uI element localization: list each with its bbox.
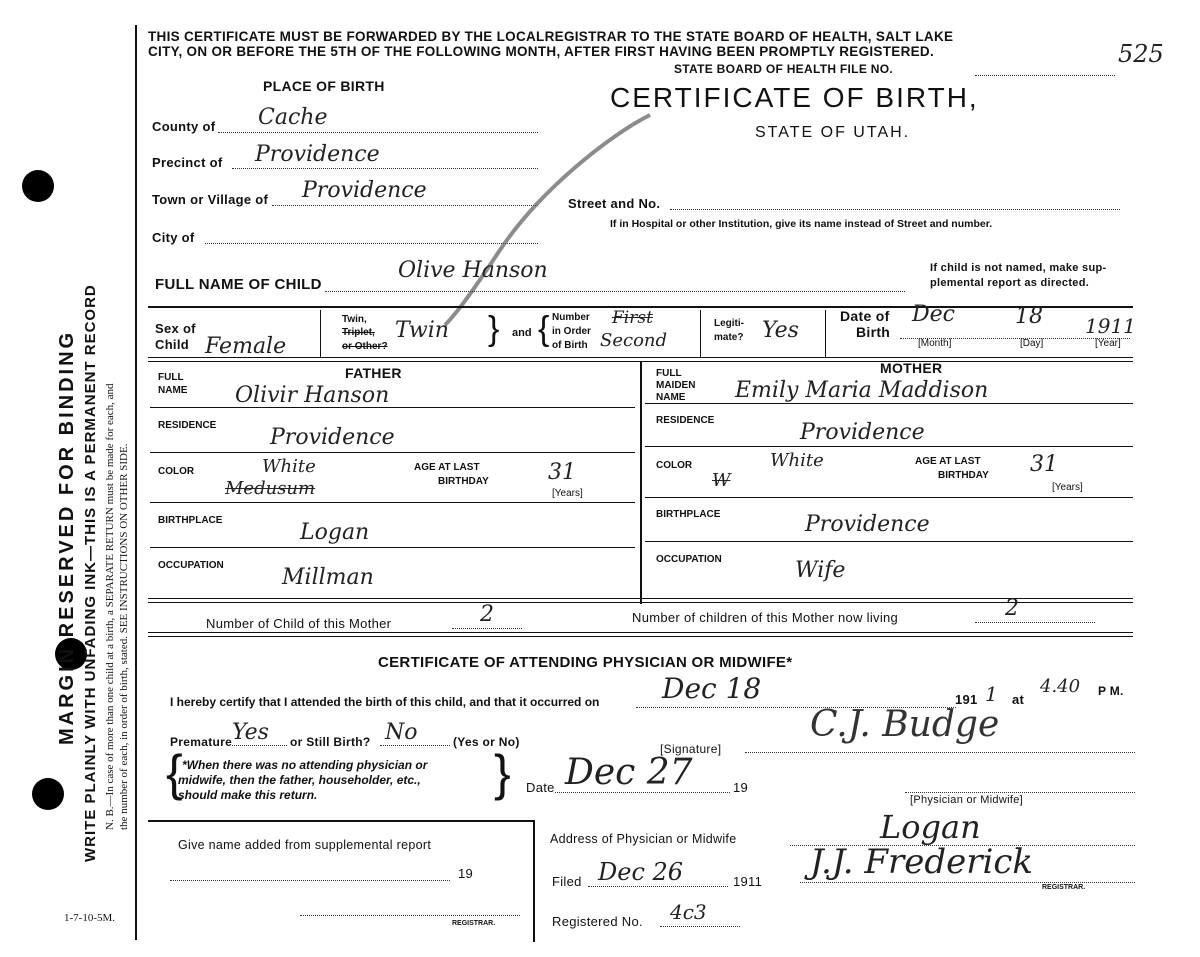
registrar-sig-line bbox=[800, 882, 1135, 883]
mother-birthplace-label: BIRTHPLACE bbox=[656, 509, 721, 520]
father-birthplace[interactable]: Logan bbox=[300, 520, 370, 545]
child-name-label: FULL NAME OF CHILD bbox=[155, 276, 322, 293]
street-label: Street and No. bbox=[568, 196, 661, 211]
occurred-date[interactable]: Dec 18 bbox=[662, 672, 762, 705]
twin-value[interactable]: Twin bbox=[395, 318, 449, 343]
supplemental-year: 19 bbox=[458, 866, 474, 881]
signature-line bbox=[745, 752, 1135, 753]
brace: { bbox=[538, 310, 550, 348]
certificate-subtitle: STATE OF UTAH. bbox=[755, 124, 911, 141]
child-name-value[interactable]: Olive Hanson bbox=[398, 258, 548, 283]
brace: } bbox=[488, 310, 500, 348]
mother-age-label-1: AGE AT LAST bbox=[915, 456, 981, 467]
filed-line bbox=[588, 886, 728, 887]
year-label: [Year] bbox=[1095, 338, 1121, 349]
mother-age[interactable]: 31 bbox=[1030, 452, 1058, 477]
order-value[interactable]: Second bbox=[600, 330, 668, 351]
rule bbox=[645, 541, 1133, 542]
dob-label-2: Birth bbox=[856, 324, 891, 340]
mother-color-label: COLOR bbox=[656, 460, 693, 471]
signed-year: 19 bbox=[733, 780, 749, 795]
filed-label: Filed bbox=[552, 874, 582, 889]
sex-label-1: Sex of bbox=[155, 321, 196, 336]
order-label-1: Number bbox=[552, 312, 590, 323]
divider bbox=[320, 310, 321, 358]
signature-label: [Signature] bbox=[660, 742, 722, 756]
legit-label-2: mate? bbox=[714, 332, 744, 343]
dob-day[interactable]: 18 bbox=[1015, 304, 1043, 329]
registrar-line bbox=[300, 915, 520, 916]
physician-address[interactable]: Logan bbox=[880, 808, 981, 846]
father-color-struck: Medusum bbox=[225, 478, 316, 499]
child-number-value[interactable]: 2 bbox=[480, 602, 494, 627]
still-birth-line bbox=[380, 745, 450, 746]
notice-line2: CITY, ON OR BEFORE THE 5TH OF THE FOLLOWING MONTH, AFTER FIRST HAVING BEEN PROMPTLY REGISTERED. bbox=[148, 44, 935, 59]
twin-label-3: or Other? bbox=[342, 341, 388, 352]
note-line-1: *When there was no attending physician or bbox=[182, 758, 428, 772]
father-color[interactable]: White bbox=[262, 456, 316, 477]
precinct-value[interactable]: Providence bbox=[255, 142, 380, 167]
premature-line bbox=[232, 745, 287, 746]
registrar-label: REGISTRAR. bbox=[1042, 884, 1086, 891]
sex-label-2: Child bbox=[155, 337, 189, 352]
yes-no-label: (Yes or No) bbox=[453, 735, 520, 749]
binding-margin-label: MARGIN RESERVED FOR BINDING bbox=[56, 329, 78, 745]
divider bbox=[825, 310, 826, 358]
premature-label: Premature bbox=[170, 735, 233, 749]
role-line bbox=[905, 792, 1135, 793]
town-label: Town or Village of bbox=[152, 192, 269, 207]
mother-occupation-label: OCCUPATION bbox=[656, 554, 722, 565]
town-value[interactable]: Providence bbox=[302, 178, 427, 203]
still-birth-label: or Still Birth? bbox=[290, 735, 371, 749]
supplemental-registrar: REGISTRAR. bbox=[452, 920, 496, 927]
mother-name-label-2: MAIDEN bbox=[656, 380, 696, 391]
father-occupation[interactable]: Millman bbox=[282, 565, 374, 590]
father-birthplace-label: BIRTHPLACE bbox=[158, 515, 223, 526]
twin-label-2: Triplet, bbox=[342, 327, 375, 338]
permanent-record-notice: WRITE PLAINLY WITH UNFADING INK—THIS IS A PERMANENT RECORD bbox=[82, 284, 99, 862]
mother-color-struck: W bbox=[712, 470, 731, 491]
supplemental-label: Give name added from supplemental report bbox=[178, 838, 432, 852]
brace: { bbox=[166, 745, 183, 801]
and-label: and bbox=[512, 327, 532, 339]
order-label-3: of Birth bbox=[552, 340, 588, 351]
rule bbox=[645, 497, 1133, 498]
supplemental-line bbox=[170, 880, 450, 881]
signed-date[interactable]: Dec 27 bbox=[565, 752, 693, 793]
filed-year: 1911 bbox=[733, 874, 763, 889]
twin-label-1: Twin, bbox=[342, 314, 367, 325]
not-named-note-2: plemental report as directed. bbox=[930, 277, 1090, 289]
physician-heading: CERTIFICATE OF ATTENDING PHYSICIAN OR MIDWIFE* bbox=[378, 654, 793, 671]
legit-label-1: Legiti- bbox=[714, 318, 744, 329]
nb-note-line1: N. B.—In case of more than one child at a birth, a SEPARATE RETURN must be made for each, and bbox=[104, 383, 116, 830]
legit-value[interactable]: Yes bbox=[762, 318, 799, 343]
mother-color[interactable]: White bbox=[770, 450, 824, 471]
dob-month[interactable]: Dec bbox=[912, 302, 955, 327]
street-line bbox=[670, 209, 1120, 210]
living-label: Number of children of this Mother now living bbox=[632, 610, 899, 625]
hospital-note: If in Hospital or other Institution, give its name instead of Street and number. bbox=[610, 218, 993, 230]
living-line bbox=[975, 622, 1095, 623]
file-no-line bbox=[975, 75, 1115, 76]
living-value[interactable]: 2 bbox=[1005, 596, 1019, 621]
rule bbox=[150, 407, 635, 408]
child-name-line bbox=[325, 291, 905, 292]
time-value[interactable]: 4.40 bbox=[1040, 676, 1081, 697]
time-suffix: P M. bbox=[1098, 684, 1124, 698]
parents-divider bbox=[640, 362, 642, 604]
child-number-label: Number of Child of this Mother bbox=[206, 616, 392, 631]
sex-value[interactable]: Female bbox=[205, 334, 287, 359]
still-birth-value[interactable]: No bbox=[385, 720, 418, 745]
day-label: [Day] bbox=[1020, 338, 1044, 349]
at-label: at bbox=[1012, 692, 1025, 707]
year-prefix: 191 bbox=[955, 692, 978, 707]
year-suffix[interactable]: 1 bbox=[985, 682, 998, 706]
notice-line1: THIS CERTIFICATE MUST BE FORWARDED BY THE LOCALREGISTRAR TO THE STATE BOARD OF HEALTH, SALT LAKE bbox=[148, 29, 954, 44]
brace: } bbox=[494, 745, 511, 801]
mother-residence[interactable]: Providence bbox=[800, 420, 925, 445]
father-years-label: [Years] bbox=[552, 488, 583, 499]
father-residence[interactable]: Providence bbox=[270, 425, 395, 450]
order-label-2: in Order bbox=[552, 326, 591, 337]
child-number-line bbox=[452, 628, 522, 629]
rule bbox=[148, 598, 1133, 603]
rule bbox=[148, 632, 1133, 637]
nb-note-line2: the number of each, in order of birth, stated. SEE INSTRUCTIONS ON OTHER SIDE. bbox=[118, 443, 130, 830]
dob-year[interactable]: 1911 bbox=[1085, 314, 1136, 338]
premature-value[interactable]: Yes bbox=[232, 720, 269, 745]
mother-years-label: [Years] bbox=[1052, 482, 1083, 493]
filed-date[interactable]: Dec 26 bbox=[598, 858, 684, 886]
check-mark bbox=[420, 110, 660, 330]
rule bbox=[150, 452, 635, 453]
mother-occupation[interactable]: Wife bbox=[795, 558, 846, 583]
father-name[interactable]: Olivir Hanson bbox=[235, 383, 390, 408]
order-struck-value: First bbox=[612, 308, 653, 328]
place-of-birth-heading: PLACE OF BIRTH bbox=[263, 78, 385, 94]
county-value[interactable]: Cache bbox=[258, 105, 328, 130]
note-line-3: should make this return. bbox=[178, 788, 318, 802]
note-line-2: midwife, then the father, householder, etc., bbox=[178, 773, 421, 787]
father-occupation-label: OCCUPATION bbox=[158, 560, 224, 571]
registered-label: Registered No. bbox=[552, 914, 643, 929]
mother-name-label-3: NAME bbox=[656, 392, 686, 403]
file-no-label: STATE BOARD OF HEALTH FILE NO. bbox=[674, 62, 893, 76]
mother-residence-label: RESIDENCE bbox=[656, 415, 715, 426]
binding-hole bbox=[22, 170, 54, 202]
form-left-border bbox=[135, 25, 137, 940]
rule bbox=[150, 547, 635, 548]
father-age-label-2: BIRTHDAY bbox=[438, 476, 489, 487]
county-label: County of bbox=[152, 119, 216, 134]
father-name-label-1: FULL bbox=[158, 372, 184, 383]
registered-line bbox=[660, 926, 740, 927]
certify-text: I hereby certify that I attended the birth of this child, and that it occurred on bbox=[170, 695, 600, 709]
father-age-label-1: AGE AT LAST bbox=[414, 462, 480, 473]
mother-birthplace[interactable]: Providence bbox=[805, 512, 930, 537]
certificate-title: CERTIFICATE OF BIRTH, bbox=[610, 82, 979, 113]
rule bbox=[645, 403, 1133, 404]
divider bbox=[700, 310, 701, 358]
mother-name-label-1: FULL bbox=[656, 368, 682, 379]
father-color-label: COLOR bbox=[158, 466, 195, 477]
registered-value[interactable]: 4c3 bbox=[670, 900, 707, 924]
dob-label-1: Date of bbox=[840, 308, 890, 324]
role-label: [Physician or Midwife] bbox=[910, 794, 1023, 806]
date-label: Date bbox=[526, 780, 555, 795]
form-code: 1-7-10-5M. bbox=[64, 912, 116, 924]
rule bbox=[150, 502, 635, 503]
registrar-signature[interactable]: J.J. Frederick bbox=[810, 842, 1034, 882]
father-heading: FATHER bbox=[345, 365, 402, 381]
rule bbox=[645, 446, 1133, 447]
city-label: City of bbox=[152, 230, 195, 245]
precinct-label: Precinct of bbox=[152, 155, 223, 170]
month-label: [Month] bbox=[918, 338, 952, 349]
address-label: Address of Physician or Midwife bbox=[550, 832, 737, 846]
mother-name[interactable]: Emily Maria Maddison bbox=[735, 378, 989, 403]
not-named-note-1: If child is not named, make sup- bbox=[930, 262, 1107, 274]
father-name-label-2: NAME bbox=[158, 385, 188, 396]
father-residence-label: RESIDENCE bbox=[158, 420, 217, 431]
father-age[interactable]: 31 bbox=[548, 460, 576, 485]
binding-hole bbox=[32, 778, 64, 810]
mother-heading: MOTHER bbox=[880, 360, 943, 376]
file-no-value: 525 bbox=[1118, 40, 1164, 68]
mother-age-label-2: BIRTHDAY bbox=[938, 470, 989, 481]
physician-signature[interactable]: C.J. Budge bbox=[810, 704, 1000, 745]
